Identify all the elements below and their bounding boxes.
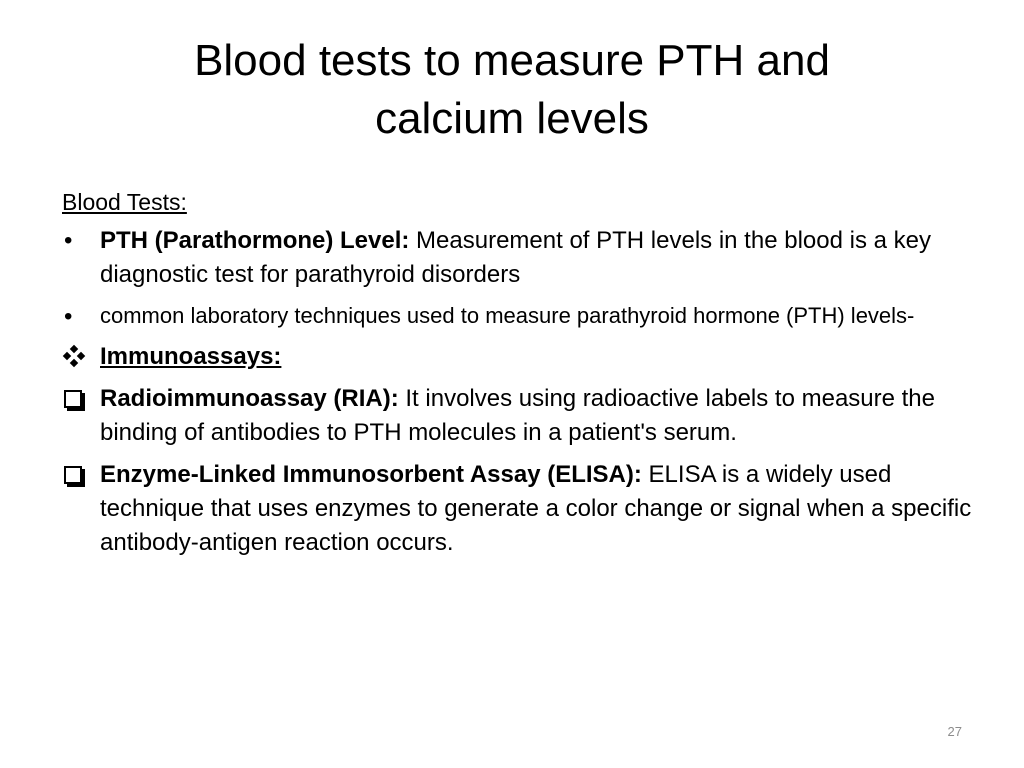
list-item-immunoassays <box>62 340 982 374</box>
slide-title-line-2: calcium levels <box>375 94 649 143</box>
bullet-dot-icon: • <box>64 303 73 330</box>
list-item-text <box>100 382 982 450</box>
list-item-elisa <box>62 458 982 560</box>
slide-title <box>60 32 964 148</box>
list-item-pth-level <box>62 224 982 292</box>
list-item-text <box>100 224 982 292</box>
list-item-text <box>100 300 982 332</box>
list-item-bold-label: Immunoassays: <box>100 343 282 370</box>
list-item-description: common laboratory techniques used to measure parathyroid hormone (PTH) levels- <box>100 303 915 328</box>
slide-body <box>62 186 982 568</box>
checkbox-bullet-marker <box>64 458 94 494</box>
list-item-bold-label: Radioimmunoassay (RIA): <box>100 385 399 412</box>
list-item-text <box>100 458 982 560</box>
checkbox-bullet-icon <box>64 390 82 408</box>
bullet-dot-icon: • <box>64 227 73 254</box>
section-heading-blood-tests: Blood Tests: <box>62 189 187 215</box>
slide-title-line-1: Blood tests to measure PTH and <box>194 36 830 85</box>
list-item-description: It involves using radioactive labels to measure the binding of antibodies to PTH molecules in a patient's serum. <box>100 385 936 446</box>
list-item-common-techniques <box>62 300 982 332</box>
list-item-text <box>100 340 982 374</box>
list-item-bold-label: PTH (Parathormone) Level: <box>100 227 410 254</box>
checkbox-bullet-marker <box>64 382 94 418</box>
list-item-description: ELISA is a widely used technique that uses enzymes to generate a color change or signal when a specific antibody-antigen reaction occurs. <box>100 461 972 556</box>
checkbox-bullet-icon <box>64 466 82 484</box>
list-item-description: Measurement of PTH levels in the blood is a key diagnostic test for parathyroid disorders <box>100 227 931 288</box>
diamond-bullet-marker <box>64 340 94 376</box>
diamond-bullet-icon <box>64 346 84 366</box>
list-item-ria <box>62 382 982 450</box>
list-item-bold-label: Enzyme-Linked Immunosorbent Assay (ELISA): <box>100 461 642 488</box>
slide-number: 27 <box>947 724 962 739</box>
